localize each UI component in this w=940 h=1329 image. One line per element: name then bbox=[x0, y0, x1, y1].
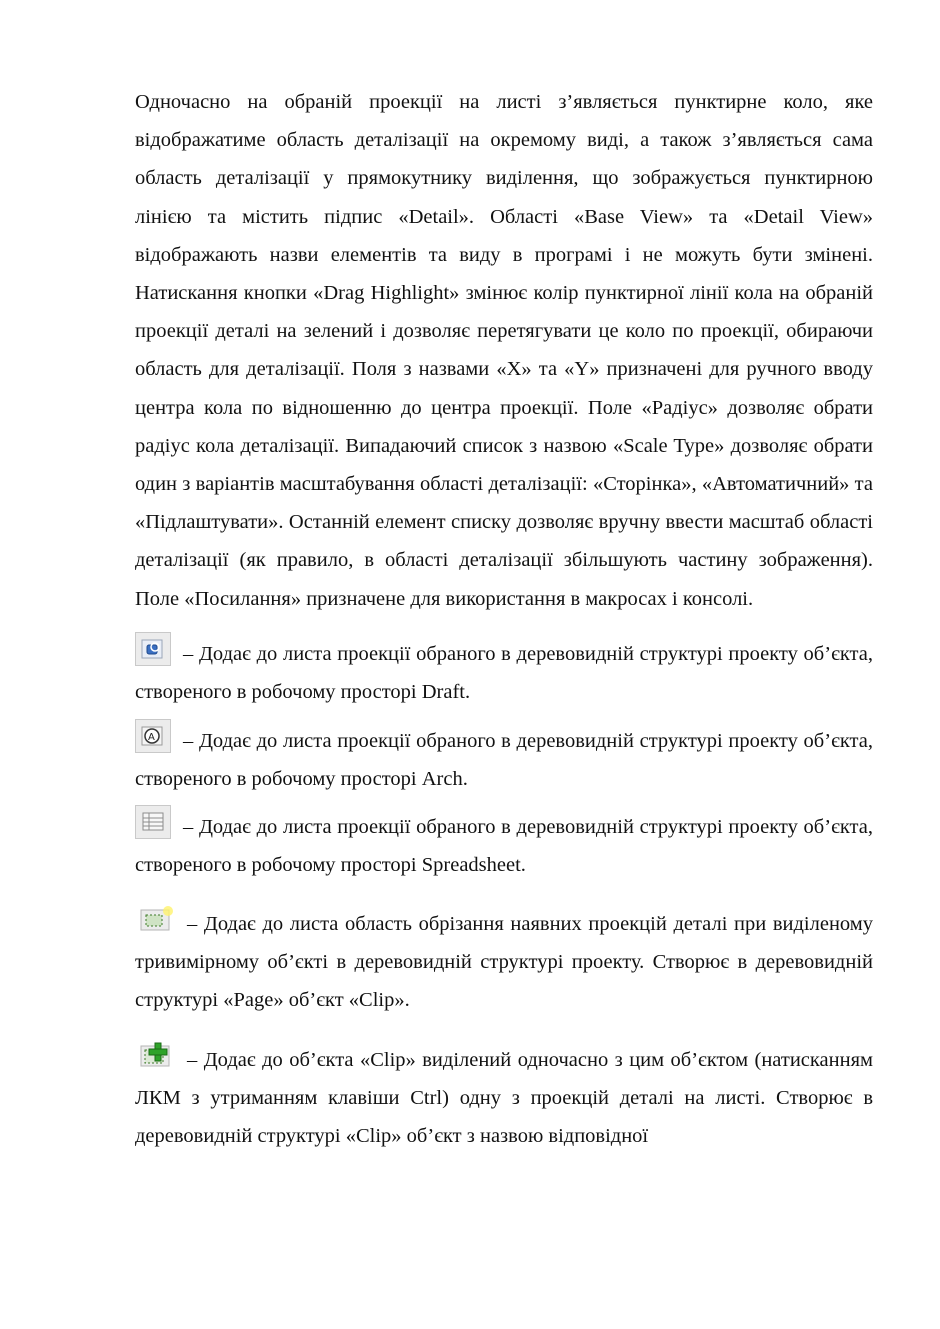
arch-view-icon bbox=[135, 719, 171, 753]
tool-clip-group bbox=[135, 902, 873, 1020]
draft-view-icon bbox=[135, 632, 171, 666]
tool-arch-view bbox=[135, 719, 873, 798]
spreadsheet-view-icon bbox=[135, 805, 171, 839]
tool-description: – Додає до об’єкта «Clip» виділений одночасно з цим об’єктом (натисканням ЛКМ з утриманням клавіши Ctrl) одну з проекцій деталі на листі. Створює в деревовидній структурі «Clip» об’єкт з назвою відповідної bbox=[135, 1048, 873, 1148]
clip-group-icon bbox=[135, 902, 175, 936]
tool-spreadsheet-view bbox=[135, 805, 873, 884]
tool-draft-view bbox=[135, 632, 873, 711]
main-paragraph: Одночасно на обраній проекції на листі з’являється пунктирне коло, яке відображатиме область деталізації на окремому виді, а також з’являється сама область деталізації у прямокутнику виділення, що зображується пунктирною лінією та містить підпис «Detail». Області «Base View» та «Detail View» відображають назви елементів та виду в програмі і не можуть бути змінені. Натискання кнопки «Drag Highlight» змінює колір пунктирної лінії кола на обраній проекції деталі на зелений і дозволяє перетягувати це коло по проекції, обираючи область для деталізації. Поля з назвами «X» та «Y» призначені для ручного вводу центра кола по відношенню до центра проекції. Поле «Радіус» дозволяє обрати радіус кола деталізації. Випадаючий список з назвою «Scale Type» дозволяє обрати один з варіантів масштабування області деталізації: «Сторінка», «Автоматичний» та «Підлаштувати». Останній елемент списку дозволяє вручну ввести масштаб області деталізації (як правило, в області деталізації збільшують частину зображення). Поле «Посилання» призначене для використання в макросах і консолі. bbox=[135, 91, 873, 610]
svg-text:A: A bbox=[148, 732, 155, 744]
tool-description: – Додає до листа проекції обраного в деревовидній структурі проекту об’єкта, створеного в робочому просторі Draft. bbox=[135, 642, 873, 704]
tool-description: – Додає до листа проекції обраного в деревовидній структурі проекту об’єкта, створеного в робочому просторі Spreadsheet. bbox=[135, 815, 873, 876]
tool-description: – Додає до листа область обрізання наявних проекцій деталі при виділеному тривимірному об’єкті в деревовидній структурі проекту. Створює в деревовидній структурі «Page» об’єкт «Clip». bbox=[135, 913, 873, 1012]
tool-clip-add bbox=[135, 1038, 873, 1156]
tool-description: – Додає до листа проекції обраного в деревовидній структурі проекту об’єкта, створеного в робочому просторі Arch. bbox=[135, 730, 873, 791]
clip-add-icon bbox=[135, 1038, 175, 1072]
document-body bbox=[135, 83, 873, 1155]
